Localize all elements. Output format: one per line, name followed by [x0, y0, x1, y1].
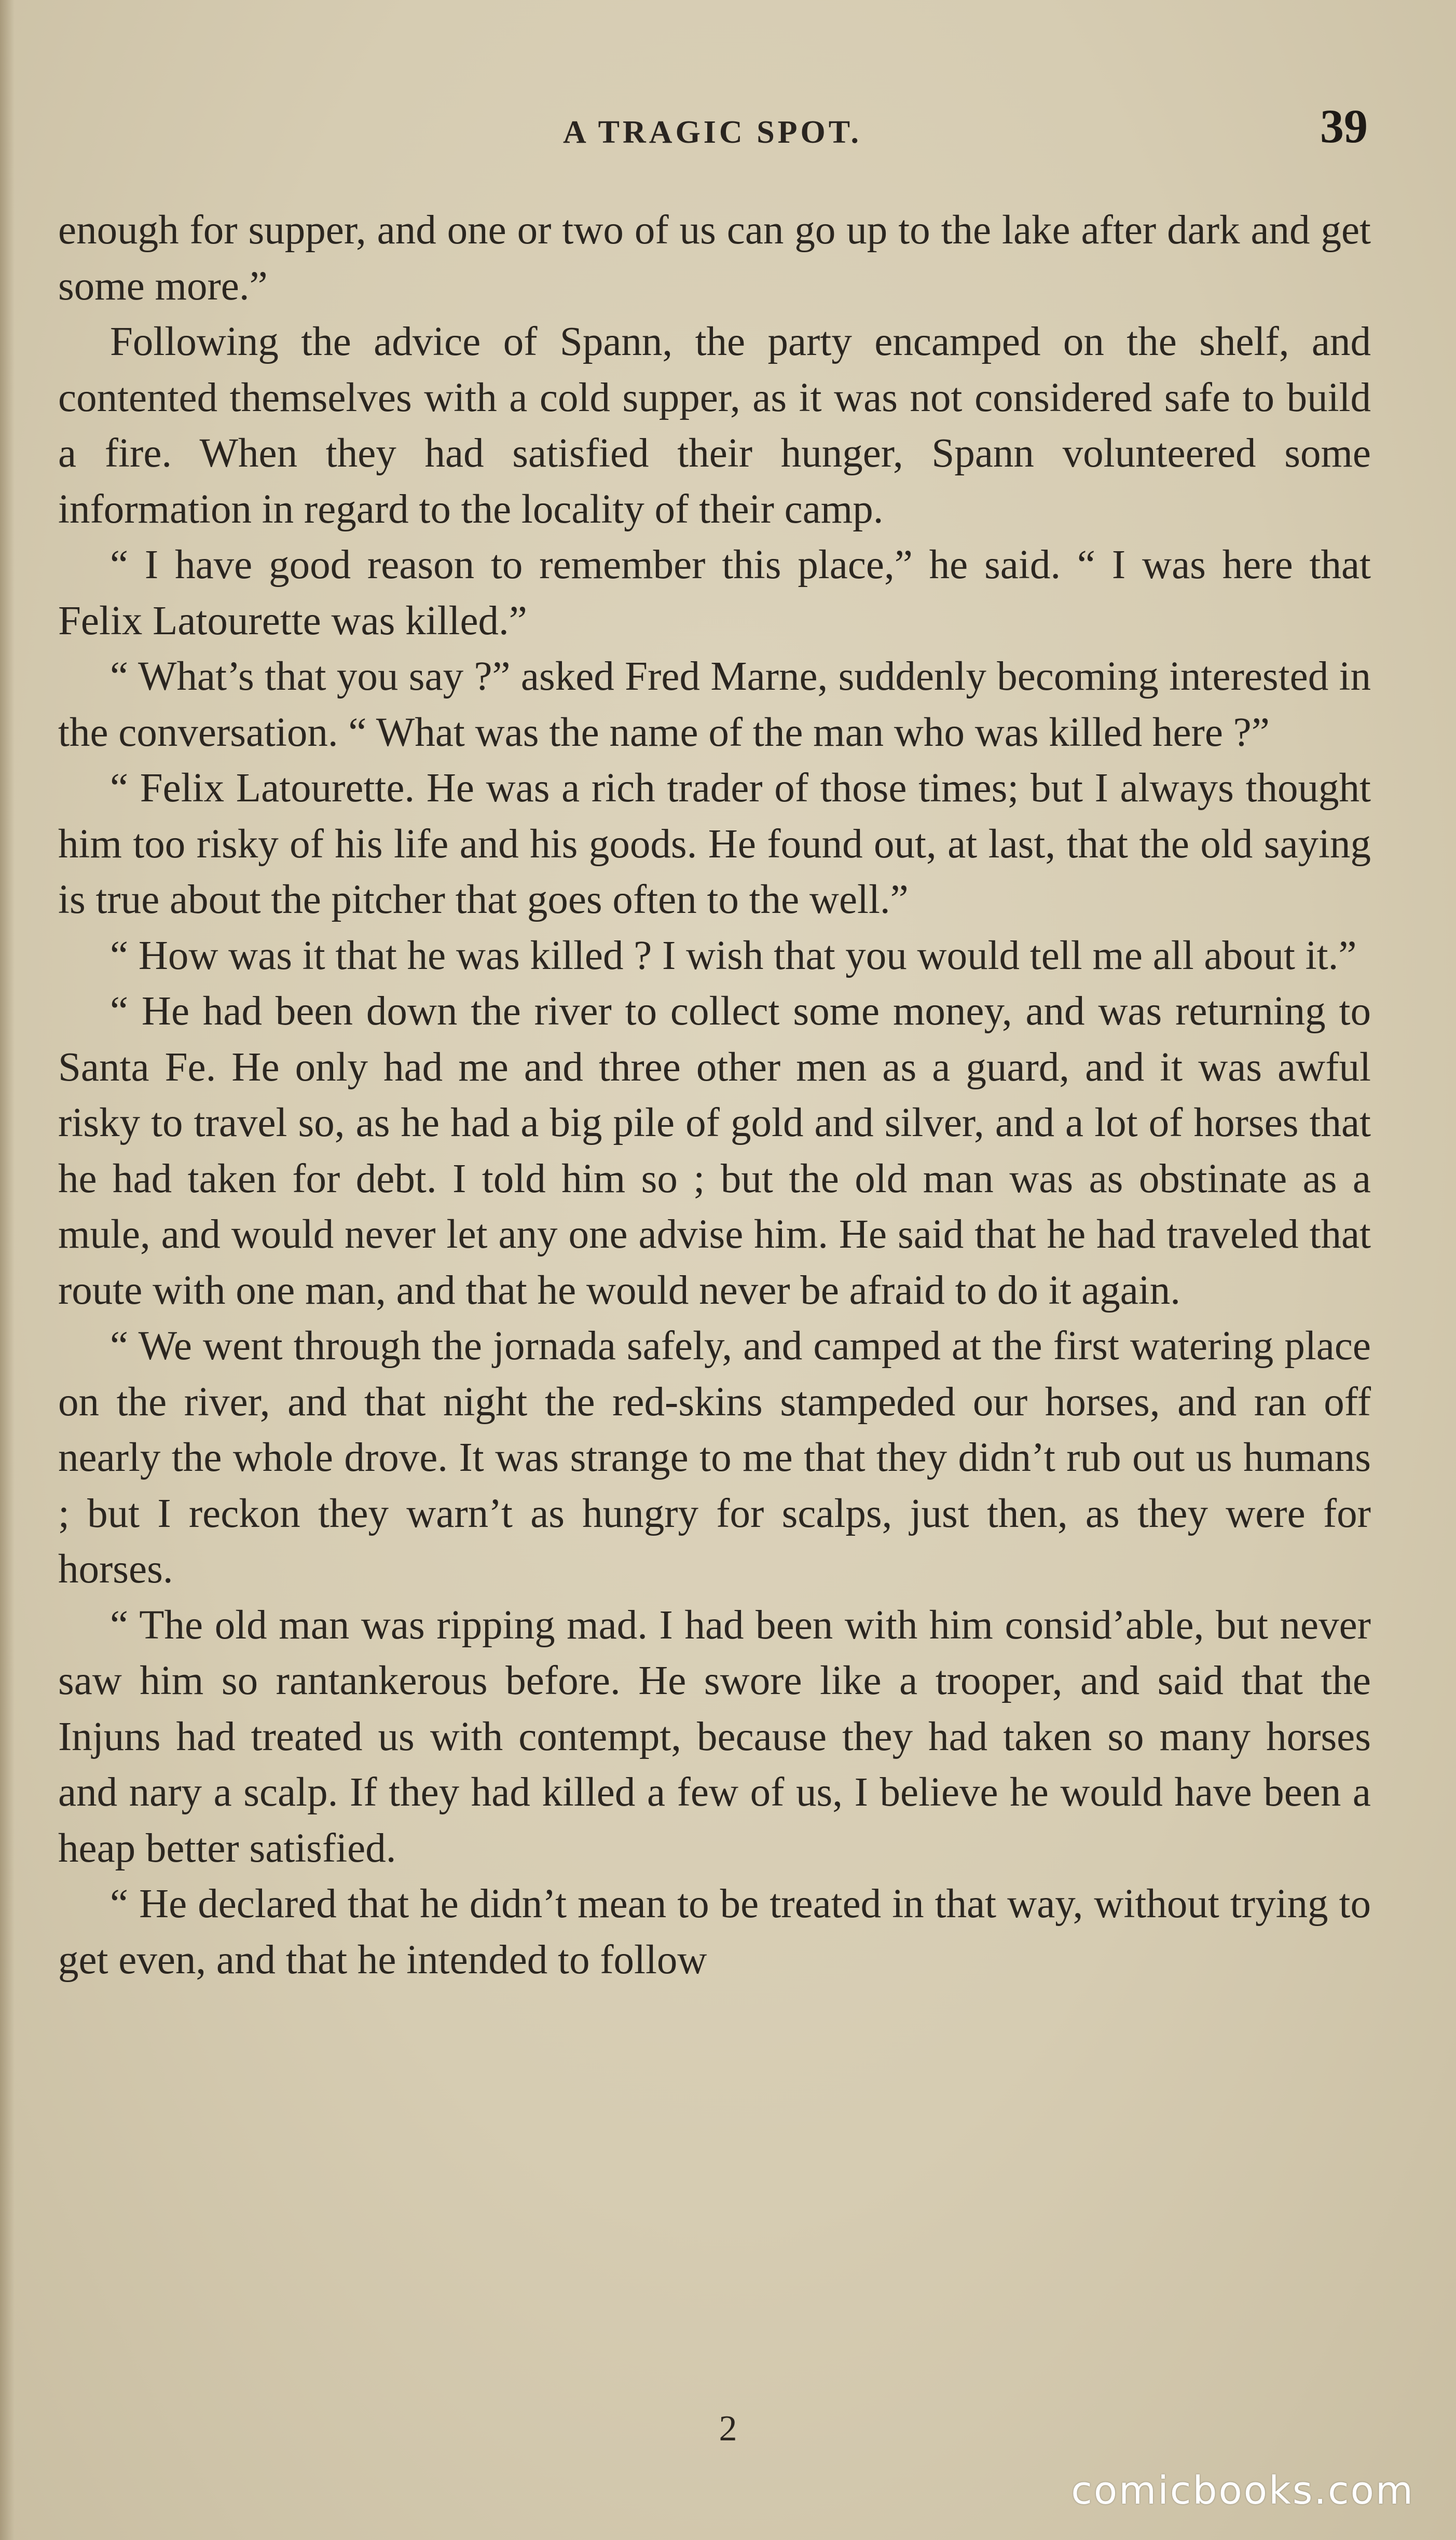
- paragraph: “ I have good reason to remember this place,” he said. “ I was here that Felix Latourette was killed.”: [58, 542, 1371, 644]
- paragraph: “ Felix Latourette. He was a rich trader of those times; but I always thought him too risky of his life and his goods. He found out, at last, that the old saying is true about the pitcher that goes often to the well.”: [58, 766, 1371, 922]
- running-head: A TRAGIC SPOT.: [562, 115, 862, 150]
- paragraph: Following the advice of Spann, the party encamped on the shelf, and contented themselves with a cold supper, as it was not considered safe to build a fire. When they had satisfied their hunger, Spann volunteered some information in regard to the locality of their camp.: [58, 319, 1371, 532]
- signature-mark: 2: [719, 2409, 737, 2449]
- paragraph: “ The old man was ripping mad. I had been with him consid’able, but never saw him so rantankerous before. He swore like a trooper, and said that the Injuns had treated us with contempt, because they had taken so many horses and nary a scalp. If they had killed a few of us, I believe he would have been a heap better satisfied.: [58, 1602, 1371, 1871]
- paragraph: “ He had been down the river to collect some money, and was returning to Santa Fe. He only had me and three other men as a guard, and it was awful risky to travel so, as he had a big pile of gold and silver, and a lot of horses that he had taken for debt. I told him so ; but the old man was as obstinate as a mule, and would never let any one advise him. He said that he had traveled that route with one man, and that he would never be afraid to do it again.: [58, 989, 1371, 1313]
- paragraph: “ What’s that you say ?” asked Fred Marne, suddenly becoming interested in the conversation. “ What was the name of the man who was killed here ?”: [58, 654, 1371, 755]
- page-header: [57, 99, 1368, 156]
- body-text: [58, 202, 1371, 1988]
- paragraph: “ He declared that he didn’t mean to be treated in that way, without trying to get even, and that he intended to follow: [58, 1881, 1371, 1983]
- watermark: comicbooks.com: [1071, 2468, 1414, 2513]
- paragraph: “ We went through the jornada safely, and camped at the first watering place on the river, and that night the red-skins stampeded our horses, and ran off nearly the whole drove. It was strange to me that they didn’t rub out us humans ; but I reckon they warn’t as hungry for scalps, just then, as they were for horses.: [58, 1323, 1371, 1592]
- paragraph: enough for supper, and one or two of us can go up to the lake after dark and get some more.”: [58, 208, 1371, 309]
- page-spine-shadow: [0, 0, 15, 2540]
- paragraph: “ How was it that he was killed ? I wish that you would tell me all about it.”: [110, 933, 1357, 978]
- page-number: 39: [1320, 100, 1368, 153]
